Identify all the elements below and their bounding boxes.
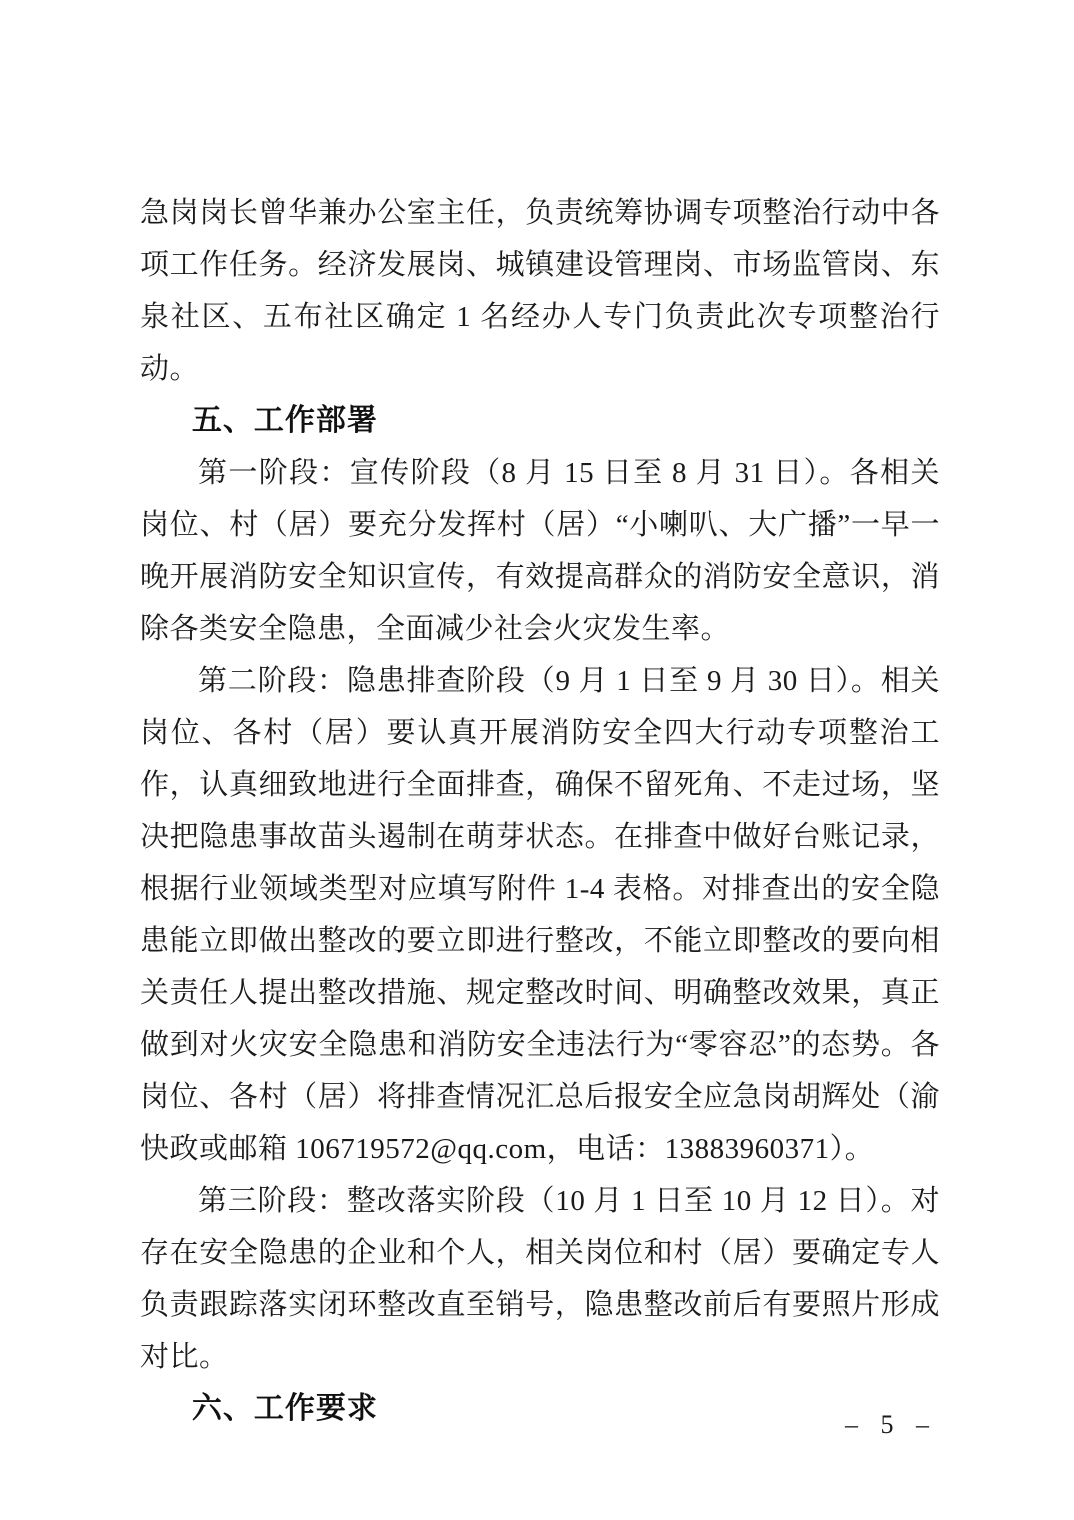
continuation-paragraph: 急岗岗长曾华兼办公室主任，负责统筹协调专项整治行动中各项工作任务。经济发展岗、城镇建设管理岗、市场监管岗、东泉社区、五布社区确定 1 名经办人专门负责此次专项整治行动。: [140, 197, 940, 385]
section-heading-work-requirements: 六、工作要求: [191, 1392, 378, 1425]
paragraph-phase-1-publicity: 第一阶段：宣传阶段（8 月 15 日至 8 月 31 日）。各相关岗位、村（居）要充分发挥村（居）“小喇叭、大广播”一早一晚开展消防安全知识宣传，有效提高群众的消防安全意识，消除各类安全隐患，全面减少社会火灾发生率。: [140, 457, 940, 645]
section-heading-work-deployment: 五、工作部署: [191, 404, 378, 437]
paragraph-phase-3-rectification: 第三阶段：整改落实阶段（10 月 1 日至 10 月 12 日）。对存在安全隐患的企业和个人，相关岗位和村（居）要确定专人负责跟踪落实闭环整改直至销号，隐患整改前后有要照片形成对比。: [140, 1185, 940, 1373]
page-number: – 5 –: [845, 1410, 937, 1439]
paragraph-phase-2-hazard-inspection: 第二阶段：隐患排查阶段（9 月 1 日至 9 月 30 日）。相关岗位、各村（居）要认真开展消防安全四大行动专项整治工作，认真细致地进行全面排查，确保不留死角、不走过场，坚决把隐患事故苗头遏制在萌芽状态。在排查中做好台账记录，根据行业领域类型对应填写附件 1-4 表格。对排查出的安全隐患能立即做出整改的要立即进行整改，不能立即整改的要向相关责任人提出整改措施、规定整改时间、明确整改效果，真正做到对火灾安全隐患和消防安全违法行为“零容忍”的态势。各岗位、各村（居）将排查情况汇总后报安全应急岗胡辉处（渝快政或邮箱 106719572@qq.com，电话：13883960371）。: [140, 665, 940, 1165]
document-body: [140, 187, 940, 1435]
